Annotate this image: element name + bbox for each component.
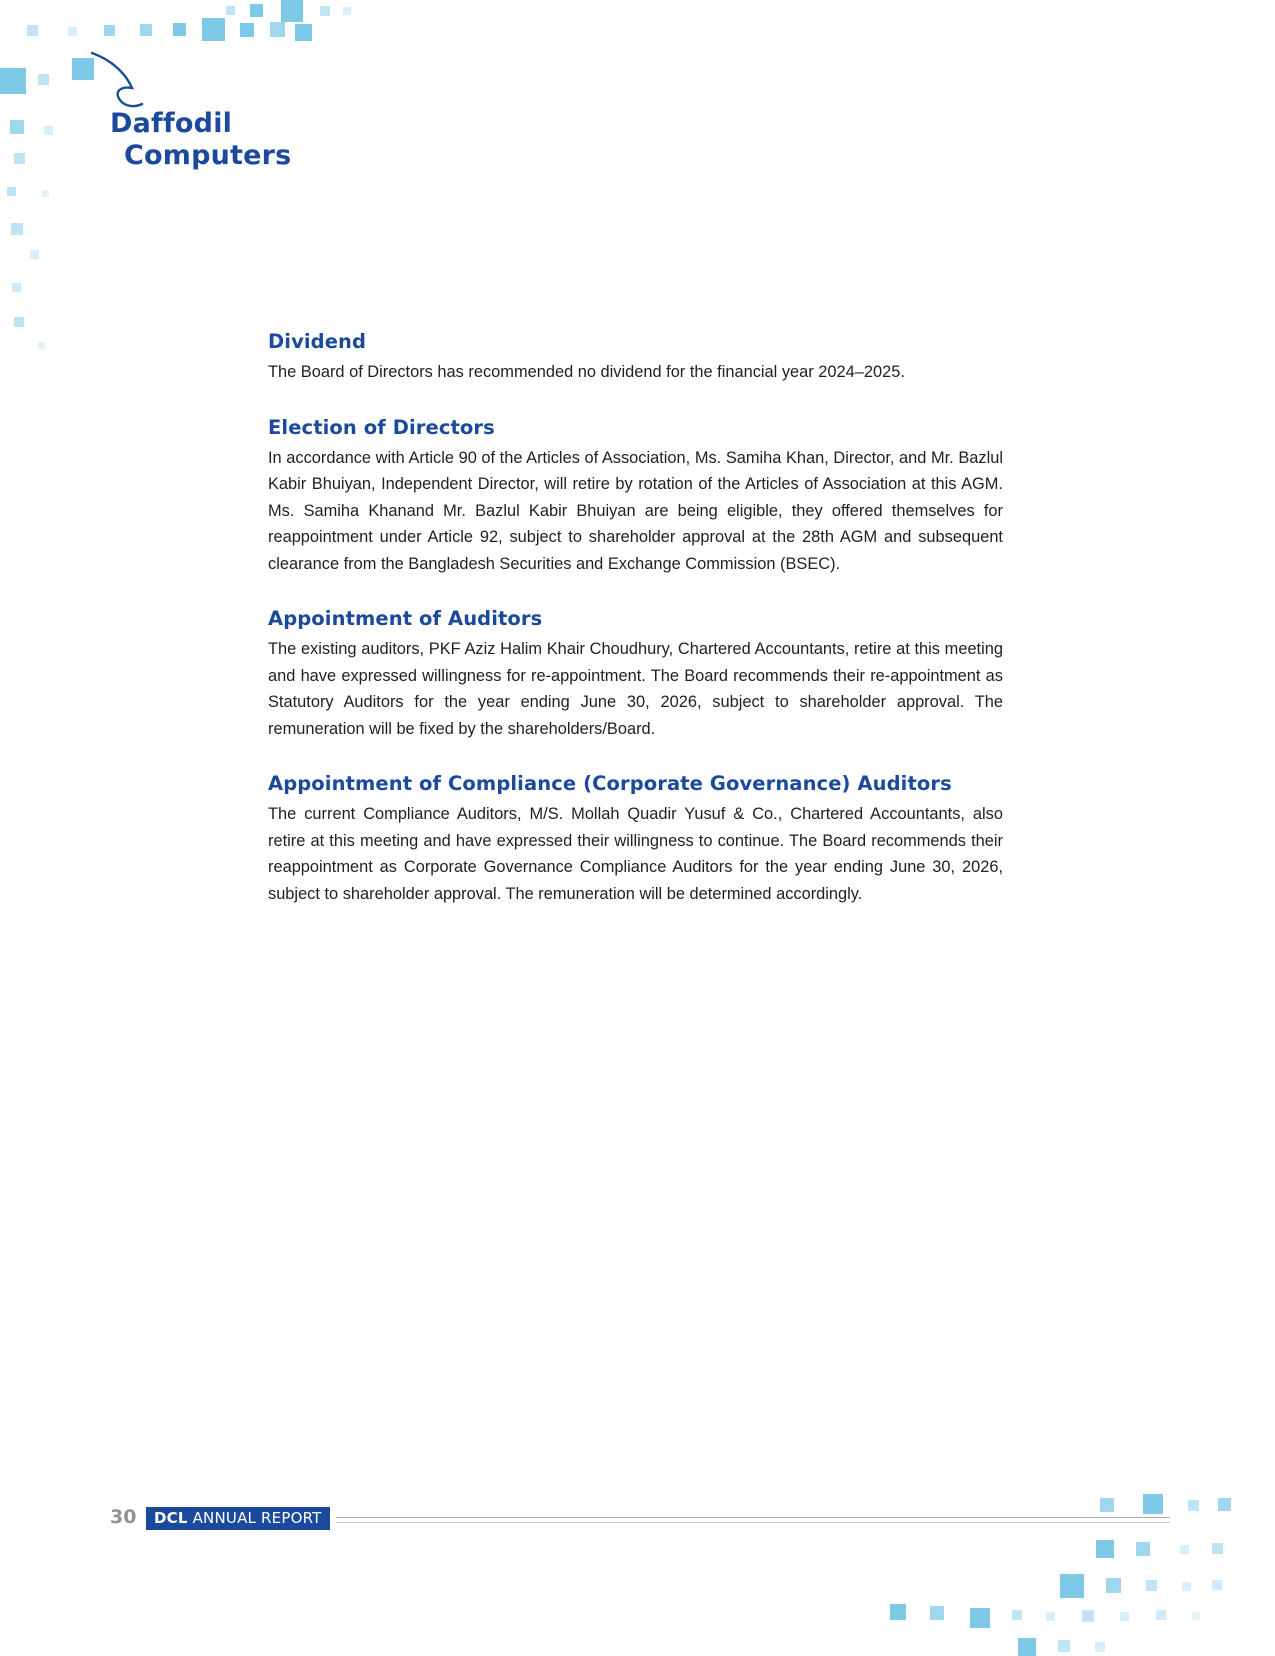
decor-square	[27, 25, 38, 36]
decor-square	[1082, 1610, 1094, 1622]
decor-square	[1146, 1580, 1157, 1591]
section-paragraph: The current Compliance Auditors, M/S. Mollah Quadir Yusuf & Co., Chartered Accountants, also retire at this meeting and have expressed their willingness to continue. The Board recommends their reappointment as Corporate Governance Compliance Auditors for the year ending June 30, 2026, subject to shareholder approval. The remuneration will be determined accordingly.	[268, 805, 1003, 903]
decor-square	[1018, 1638, 1036, 1656]
decor-square	[281, 0, 303, 22]
decor-square	[30, 250, 39, 259]
logo-line-1: Daffodil	[110, 108, 233, 139]
decor-square	[44, 126, 53, 135]
decor-square	[1156, 1610, 1166, 1620]
decor-square	[1046, 1612, 1055, 1621]
decor-square	[1212, 1543, 1223, 1554]
decor-square	[1106, 1578, 1121, 1593]
footer-label-light: ANNUAL REPORT	[187, 1509, 322, 1527]
logo-line-2: Computers	[124, 140, 292, 171]
decor-square	[14, 317, 24, 327]
decor-square	[250, 4, 263, 17]
decor-square	[1180, 1545, 1189, 1554]
decor-square	[240, 23, 254, 37]
decor-square	[343, 7, 351, 15]
decor-square	[11, 223, 23, 235]
decor-square	[930, 1606, 944, 1620]
decor-square	[12, 283, 21, 292]
footer-divider-secondary	[336, 1522, 1170, 1523]
decor-square	[1212, 1580, 1222, 1590]
decor-square	[104, 25, 115, 36]
section-appointment-of-auditors	[268, 607, 1003, 742]
decor-square	[890, 1604, 906, 1620]
decor-square	[270, 22, 285, 37]
decor-square	[14, 153, 25, 164]
decor-square	[1218, 1498, 1231, 1511]
decor-square	[226, 6, 235, 15]
decor-square	[42, 190, 49, 197]
decor-square	[1095, 1642, 1105, 1652]
logo-wordmark	[110, 108, 291, 172]
section-paragraph: The existing auditors, PKF Aziz Halim Khair Choudhury, Chartered Accountants, retire at this meeting and have expressed willingness for re-appointment. The Board recommends their re-appointment as Statutory Auditors for the year ending June 30, 2026, subject to shareholder approval. The remuneration will be fixed by the shareholders/Board.	[268, 640, 1003, 738]
footer-divider	[336, 1517, 1170, 1518]
decor-square	[140, 24, 152, 36]
decor-square	[1060, 1574, 1084, 1598]
footer-label	[146, 1507, 330, 1530]
decor-square	[1188, 1500, 1199, 1511]
section-appointment-of-compliance-auditors	[268, 772, 1003, 907]
decor-square	[68, 27, 77, 36]
decor-square	[1120, 1612, 1129, 1621]
decor-square	[1136, 1542, 1150, 1556]
decor-square	[38, 74, 49, 85]
section-paragraph: In accordance with Article 90 of the Articles of Association, Ms. Samiha Khan, Director, and Mr. Bazlul Kabir Bhuiyan, Independent Director, will retire by rotation of the Articles of Association at this AGM. Ms. Samiha Khanand Mr. Bazlul Kabir Bhuiyan are being eligible, they offered themselves for reappointment under Article 92, subject to shareholder approval at the 28th AGM and subsequent clearance from the Bangladesh Securities and Exchange Commission (BSEC).	[268, 448, 1003, 573]
decor-square	[38, 342, 45, 349]
document-body	[268, 330, 1003, 937]
section-heading: Election of Directors	[268, 415, 495, 439]
decor-square	[1096, 1540, 1114, 1558]
decor-square	[0, 68, 26, 94]
section-paragraph: The Board of Directors has recommended no dividend for the financial year 2024–2025.	[268, 363, 905, 381]
decor-square	[295, 24, 312, 41]
decor-square	[1012, 1610, 1022, 1620]
decor-square	[1058, 1640, 1070, 1652]
decor-square	[173, 23, 186, 36]
decor-square	[1192, 1612, 1200, 1620]
footer-label-bold: DCL	[154, 1509, 188, 1527]
page-footer	[110, 1506, 1170, 1528]
section-heading: Dividend	[268, 330, 367, 353]
decor-square	[202, 18, 225, 41]
decor-square	[10, 120, 24, 134]
section-heading: Appointment of Compliance (Corporate Governance) Auditors	[268, 772, 952, 795]
decor-square	[970, 1608, 990, 1628]
decor-square	[7, 187, 16, 196]
decor-square	[320, 6, 330, 16]
section-heading: Appointment of Auditors	[268, 607, 543, 630]
decor-square	[1182, 1582, 1191, 1591]
section-election-of-directors	[268, 416, 1003, 578]
section-dividend	[268, 330, 1003, 386]
page-number: 30	[110, 1506, 137, 1528]
